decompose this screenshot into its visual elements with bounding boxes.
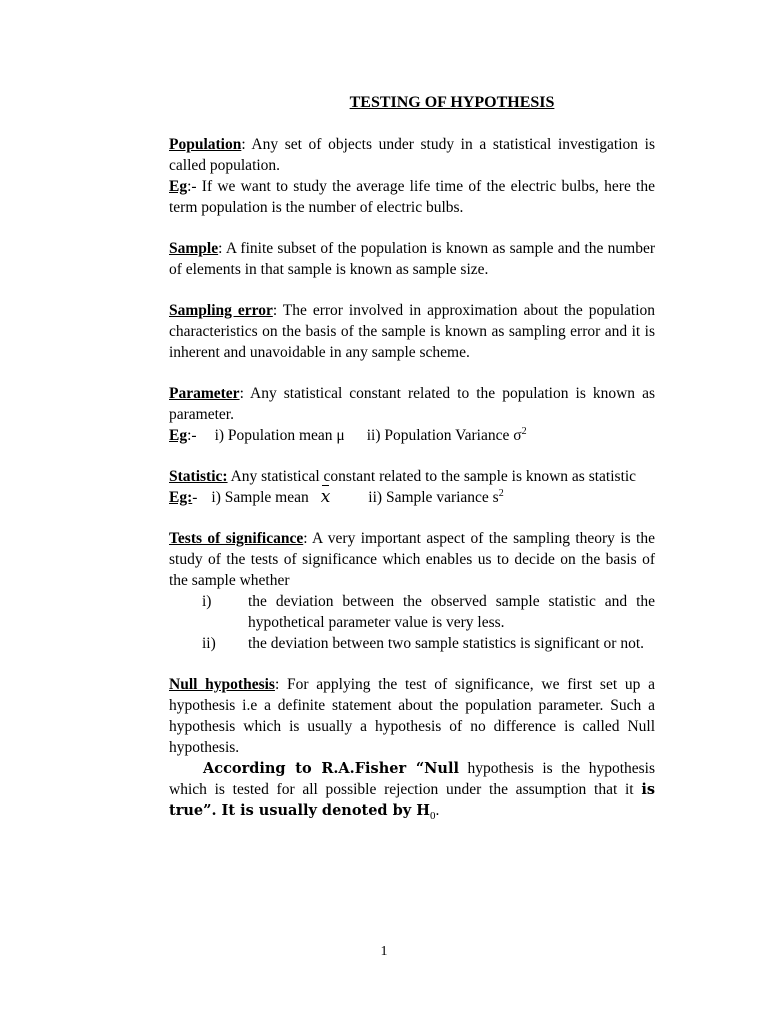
fisher-text: hypothesis is the hypothesis which is tested for all possible rejection under the assumption that it <box>169 760 656 798</box>
tests-text: : A very important aspect of the sampling theory is the study of the tests of significance which enables us to decide on the basis of the sample whether <box>169 530 655 589</box>
list-item <box>169 591 655 633</box>
sampling-error-term: Sampling error <box>169 302 273 319</box>
page-number: 1 <box>380 944 388 959</box>
parameter-definition <box>169 383 655 425</box>
parameter-eg-label: Eg <box>169 427 188 444</box>
fisher-end: . <box>435 802 440 819</box>
fisher-lead: According to R.A.Fisher <box>203 760 407 777</box>
parameter-item-2: ii) Population Variance σ <box>366 427 522 444</box>
parameter-term: Parameter <box>169 385 240 402</box>
parameter-example <box>169 425 655 446</box>
null-hypothesis-text: : For applying the test of significance, we first set up a hypothesis i.e a definite statement about the population parameter. Such a hypothesis which is usually a hypothesis of no difference is called Null hypothesis. <box>169 676 655 756</box>
fisher-quote <box>169 758 655 821</box>
tests-section <box>169 528 655 654</box>
null-hypothesis-definition <box>169 674 655 758</box>
population-term: Population <box>169 136 242 153</box>
population-section <box>169 134 655 218</box>
statistic-item-2: ii) Sample variance s <box>368 489 499 506</box>
parameter-section <box>169 383 655 446</box>
population-eg-text: :- If we want to study the average life time of the electric bulbs, here the term population is the number of electric bulbs. <box>169 178 655 216</box>
fisher-denoted: It is usually denoted by H <box>216 802 430 819</box>
list-item-number: i) <box>202 593 212 610</box>
parameter-text: : Any statistical constant related to the population is known as parameter. <box>169 385 655 423</box>
population-text: : Any set of objects under study in a statistical investigation is called population. <box>169 136 655 174</box>
null-hypothesis-section <box>169 674 655 821</box>
statistic-term: Statistic: <box>169 468 228 485</box>
document-body <box>169 134 655 841</box>
statistic-eg-label: Eg: <box>169 489 193 506</box>
sample-term: Sample <box>169 240 219 257</box>
list-item-text: the deviation between the observed sample statistic and the hypothetical parameter value is very less. <box>248 593 655 631</box>
tests-term: Tests of significance <box>169 530 304 547</box>
statistic-item-2-sup: 2 <box>498 487 504 499</box>
sampling-error-section <box>169 300 655 363</box>
list-item <box>169 633 655 654</box>
page-title: TESTING OF HYPOTHESIS <box>349 94 555 111</box>
sample-definition <box>169 238 655 280</box>
statistic-definition <box>169 466 655 487</box>
null-hypothesis-term: Null hypothesis <box>169 676 275 693</box>
statistic-item-1: i) Sample mean <box>211 489 309 506</box>
parameter-item-1: i) Population mean μ <box>214 427 345 444</box>
sample-text: : A finite subset of the population is known as sample and the number of elements in that sample is known as sample size. <box>169 240 655 278</box>
fisher-quote-open: “Null <box>406 760 459 777</box>
sample-section <box>169 238 655 280</box>
statistic-example <box>169 487 655 508</box>
statistic-text: Any statistical constant related to the sample is known as statistic <box>227 468 637 485</box>
list-item-number: ii) <box>202 635 216 652</box>
sample-mean-symbol: x <box>320 487 331 507</box>
parameter-item-2-sup: 2 <box>521 425 527 437</box>
fisher-true: is true”. <box>169 781 655 819</box>
list-item-text: the deviation between two sample statistics is significant or not. <box>248 635 645 652</box>
sampling-error-definition <box>169 300 655 363</box>
statistic-eg-prefix: - <box>192 489 198 506</box>
statistic-section <box>169 466 655 508</box>
population-definition <box>169 134 655 176</box>
tests-list <box>169 591 655 654</box>
population-example <box>169 176 655 218</box>
parameter-eg-prefix: :- <box>187 427 197 444</box>
fisher-sub: 0 <box>429 810 436 823</box>
sampling-error-text: : The error involved in approximation about the population characteristics on the basis of the sample is known as sampling error and it is inherent and unavoidable in any sample scheme. <box>169 302 656 361</box>
tests-definition <box>169 528 655 591</box>
population-eg-label: Eg <box>169 178 188 195</box>
